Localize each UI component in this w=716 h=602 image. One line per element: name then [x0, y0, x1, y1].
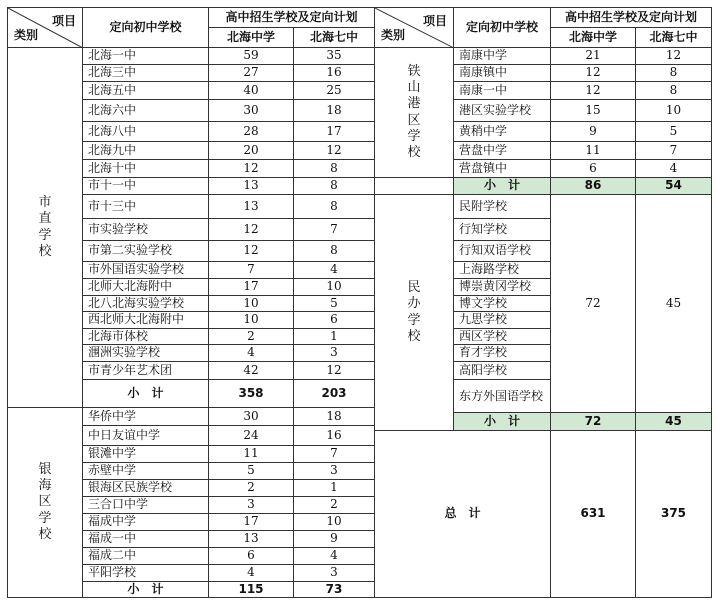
table-row-bh1: 13	[208, 177, 294, 195]
table-row-school: 高阳学校	[453, 361, 551, 380]
right-header-corner	[374, 7, 454, 48]
table-row-bh1: 12	[208, 159, 294, 178]
table-row-bh7: 12	[293, 361, 375, 380]
category-shizhi: 市直学校	[7, 47, 83, 408]
subtotal-bh7: 54	[635, 177, 712, 195]
table-row-school: 育才学校	[453, 344, 551, 362]
table-row-bh7: 10	[293, 513, 375, 531]
table-row-bh1: 9	[550, 121, 636, 142]
total-bh7: 375	[635, 430, 712, 598]
table-row-bh1: 28	[208, 121, 294, 142]
minban-merged-bh7: 45	[635, 194, 712, 413]
total-label: 总 计	[374, 430, 551, 598]
table-row-school: 民附学校	[453, 194, 551, 219]
subtotal-label: 小 计	[453, 177, 551, 195]
subtotal-bh7: 203	[293, 379, 375, 408]
table-row-bh7: 18	[293, 99, 375, 122]
table-row-bh7: 7	[635, 141, 712, 160]
table-row-bh1: 7	[208, 261, 294, 279]
table-row-school: 华侨中学	[82, 407, 209, 426]
subtotal-bh7: 73	[293, 581, 375, 598]
table-row-school: 西区学校	[453, 328, 551, 345]
right-bh1-header: 北海中学	[550, 27, 636, 48]
item-label: 项目	[51, 14, 76, 28]
table-row-bh7: 5	[293, 295, 375, 312]
table-row-bh7: 4	[293, 547, 375, 565]
category-yinhai: 银海区学校	[7, 407, 83, 598]
table-row-bh1: 4	[208, 344, 294, 362]
subtotal-label: 小 计	[453, 412, 551, 431]
table-row-school: 平阳学校	[82, 564, 209, 582]
table-row-school: 北海三中	[82, 64, 209, 82]
table-row-bh1: 2	[208, 328, 294, 345]
left-school-column-header: 定向初中学校	[82, 7, 209, 48]
left-plan-header: 高中招生学校及定向计划	[208, 7, 375, 28]
table-row-bh7: 17	[293, 121, 375, 142]
table-row-school: 北海九中	[82, 141, 209, 160]
table-row-bh1: 30	[208, 99, 294, 122]
table-row-bh1: 3	[208, 496, 294, 514]
table-row-school: 营盘中学	[453, 141, 551, 160]
table-row-bh1: 12	[550, 81, 636, 100]
category-tieshan-blank	[374, 177, 454, 195]
table-row-school: 东方外国语学校	[453, 379, 551, 413]
table-row-bh1: 17	[208, 513, 294, 531]
subtotal-bh1: 86	[550, 177, 636, 195]
table-row-bh1: 17	[208, 278, 294, 296]
table-row-school: 南康中学	[453, 47, 551, 65]
table-row-bh7: 4	[293, 261, 375, 279]
subtotal-bh7: 45	[635, 412, 712, 431]
table-row-school: 南康镇中	[453, 64, 551, 82]
table-row-school: 三合口中学	[82, 496, 209, 514]
table-row-school: 北海一中	[82, 47, 209, 65]
right-school-column-header: 定向初中学校	[453, 7, 551, 48]
item-label: 项目	[422, 14, 447, 28]
subtotal-bh1: 115	[208, 581, 294, 598]
table-row-bh1: 6	[550, 159, 636, 178]
table-row-school: 市青少年艺术团	[82, 361, 209, 380]
table-row-bh1: 20	[208, 141, 294, 160]
table-row-school: 福成一中	[82, 530, 209, 548]
table-row-bh7: 7	[293, 218, 375, 241]
table-row-bh7: 16	[293, 425, 375, 446]
table-row-bh7: 8	[635, 81, 712, 100]
table-row-bh1: 24	[208, 425, 294, 446]
table-row-bh1: 59	[208, 47, 294, 65]
table-row-bh7: 9	[293, 530, 375, 548]
table-row-bh1: 4	[208, 564, 294, 582]
left-bh1-header: 北海中学	[208, 27, 294, 48]
table-row-bh1: 42	[208, 361, 294, 380]
subtotal-label: 小 计	[82, 379, 209, 408]
table-row-bh1: 10	[208, 295, 294, 312]
table-row-bh1: 12	[208, 240, 294, 262]
table-row-school: 北海八中	[82, 121, 209, 142]
table-row-bh7: 8	[293, 177, 375, 195]
table-row-bh7: 12	[635, 47, 712, 65]
table-row-bh7: 4	[635, 159, 712, 178]
table-row-school: 九思学校	[453, 311, 551, 329]
table-row-bh1: 5	[208, 462, 294, 480]
table-row-bh1: 12	[208, 218, 294, 241]
table-row-school: 福成中学	[82, 513, 209, 531]
table-row-bh7: 3	[293, 564, 375, 582]
table-row-bh7: 8	[293, 194, 375, 219]
subtotal-label: 小 计	[82, 581, 209, 598]
table-row-bh7: 16	[293, 64, 375, 82]
table-row-school: 北海十中	[82, 159, 209, 178]
table-row-school: 涠洲实验学校	[82, 344, 209, 362]
left-bh7-header: 北海七中	[293, 27, 375, 48]
table-row-school: 银海区民族学校	[82, 479, 209, 497]
table-row-school: 北海五中	[82, 81, 209, 100]
table-row-bh7: 10	[635, 99, 712, 122]
table-row-bh7: 10	[293, 278, 375, 296]
table-row-bh1: 13	[208, 194, 294, 219]
table-row-bh7: 1	[293, 479, 375, 497]
table-row-school: 南康一中	[453, 81, 551, 100]
table-row-school: 西北师大北海附中	[82, 311, 209, 329]
category-label: 类别	[381, 28, 406, 42]
table-row-school: 黄稍中学	[453, 121, 551, 142]
table-row-bh1: 40	[208, 81, 294, 100]
category-tieshan: 铁山港区学校	[374, 47, 454, 178]
table-row-bh7: 7	[293, 445, 375, 463]
minban-merged-bh1: 72	[550, 194, 636, 413]
table-row-bh7: 5	[635, 121, 712, 142]
table-row-school: 市第二实验学校	[82, 240, 209, 262]
table-row-school: 港区实验学校	[453, 99, 551, 122]
total-bh1: 631	[550, 430, 636, 598]
table-row-school: 北海六中	[82, 99, 209, 122]
table-row-bh1: 15	[550, 99, 636, 122]
table-row-school: 北海市体校	[82, 328, 209, 345]
table-row-bh7: 35	[293, 47, 375, 65]
table-row-bh7: 1	[293, 328, 375, 345]
table-row-school: 银滩中学	[82, 445, 209, 463]
table-row-bh1: 30	[208, 407, 294, 426]
category-label: 类别	[14, 28, 39, 42]
table-row-school: 上海路学校	[453, 261, 551, 279]
category-minban: 民办学校	[374, 194, 454, 431]
table-row-bh1: 12	[550, 64, 636, 82]
table-row-bh7: 8	[635, 64, 712, 82]
table-row-bh7: 12	[293, 141, 375, 160]
table-row-bh7: 8	[293, 240, 375, 262]
subtotal-bh1: 358	[208, 379, 294, 408]
table-row-bh1: 11	[550, 141, 636, 160]
table-row-bh7: 25	[293, 81, 375, 100]
table-row-school: 市实验学校	[82, 218, 209, 241]
table-row-school: 营盘镇中	[453, 159, 551, 178]
table-row-bh7: 18	[293, 407, 375, 426]
table-row-school: 博崇黄冈学校	[453, 278, 551, 296]
table-row-bh7: 8	[293, 159, 375, 178]
table-row-bh1: 13	[208, 530, 294, 548]
table-row-bh1: 6	[208, 547, 294, 565]
table-row-school: 北八北海实验学校	[82, 295, 209, 312]
table-row-bh1: 2	[208, 479, 294, 497]
table-row-school: 市十一中	[82, 177, 209, 195]
table-row-school: 行知双语学校	[453, 240, 551, 262]
table-row-school: 博文学校	[453, 295, 551, 312]
table-row-school: 市十三中	[82, 194, 209, 219]
table-row-school: 市外国语实验学校	[82, 261, 209, 279]
table-row-bh7: 2	[293, 496, 375, 514]
table-row-bh7: 3	[293, 462, 375, 480]
table-row-bh1: 27	[208, 64, 294, 82]
table-row-bh1: 10	[208, 311, 294, 329]
table-row-school: 福成二中	[82, 547, 209, 565]
right-plan-header: 高中招生学校及定向计划	[550, 7, 712, 28]
table-row-bh7: 3	[293, 344, 375, 362]
table-row-school: 中日友谊中学	[82, 425, 209, 446]
subtotal-bh1: 72	[550, 412, 636, 431]
right-bh7-header: 北海七中	[635, 27, 712, 48]
table-row-bh7: 6	[293, 311, 375, 329]
table-row-school: 赤壁中学	[82, 462, 209, 480]
table-row-bh1: 11	[208, 445, 294, 463]
table-row-school: 北师大北海附中	[82, 278, 209, 296]
table-row-bh1: 21	[550, 47, 636, 65]
table-row-school: 行知学校	[453, 218, 551, 241]
left-header-corner	[7, 7, 83, 48]
